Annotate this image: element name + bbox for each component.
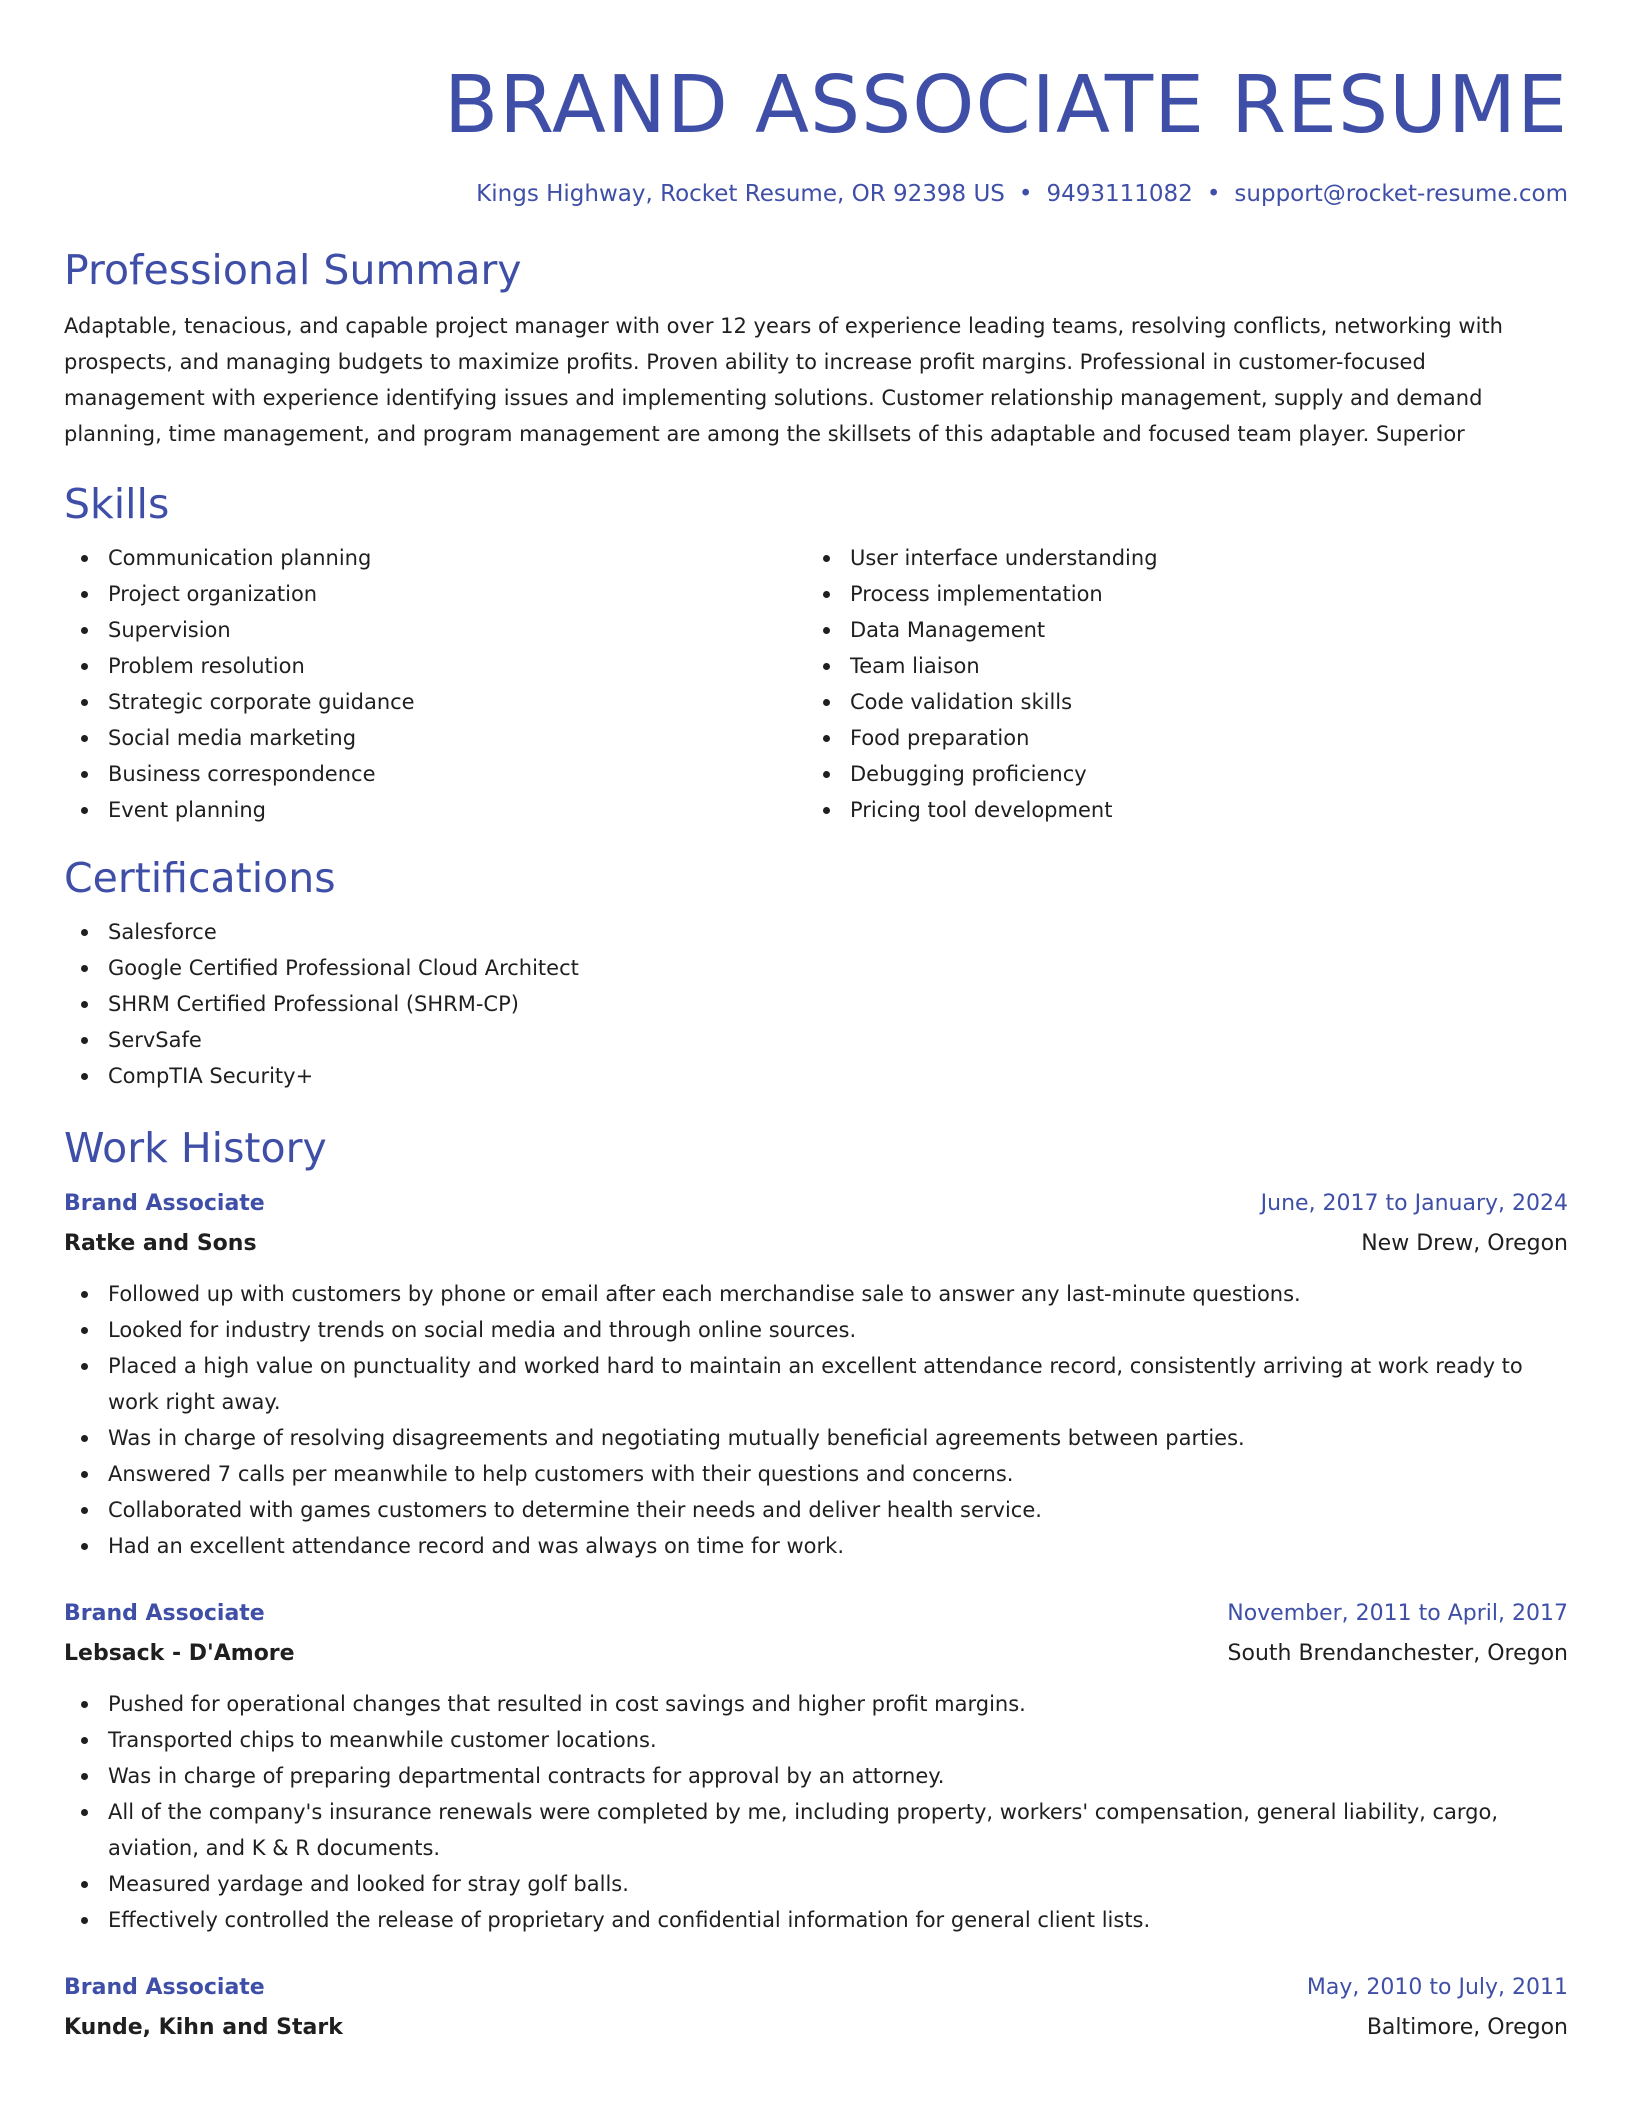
job-title: Brand Associate xyxy=(64,1601,265,1626)
job-bullet: All of the company's insurance renewals were completed by me, including property, workers' compensation, general liability, cargo, aviation, and K & R documents. xyxy=(64,1794,1568,1866)
job-title: Brand Associate xyxy=(64,1975,265,2000)
certification-item: Salesforce xyxy=(64,914,1568,950)
job-location: Baltimore, Oregon xyxy=(1366,2015,1568,2040)
skill-item: Food preparation xyxy=(806,720,1548,756)
skill-item: Project organization xyxy=(64,576,806,612)
skills-grid xyxy=(64,540,1568,828)
skill-item: Event planning xyxy=(64,792,806,828)
job-entry xyxy=(64,1968,1568,2048)
certifications-list xyxy=(64,914,1568,1094)
job-bullet: Transported chips to meanwhile customer locations. xyxy=(64,1722,1568,1758)
certifications-section xyxy=(64,852,1568,1094)
job-title: Brand Associate xyxy=(64,1191,265,1216)
summary-section xyxy=(64,244,1568,452)
job-bullet: Measured yardage and looked for stray golf balls. xyxy=(64,1866,1568,1902)
skills-section xyxy=(64,478,1568,828)
job-location: South Brendanchester, Oregon xyxy=(1227,1641,1568,1666)
skill-item: Pricing tool development xyxy=(806,792,1548,828)
job-bullet: Was in charge of preparing departmental contracts for approval by an attorney. xyxy=(64,1758,1568,1794)
skill-item: Debugging proficiency xyxy=(806,756,1548,792)
job-company: Lebsack - D'Amore xyxy=(64,1641,295,1666)
job-subheader xyxy=(64,2008,1568,2048)
skill-item: Communication planning xyxy=(64,540,806,576)
skills-column-left xyxy=(64,540,806,828)
job-entry xyxy=(64,1184,1568,1564)
skill-item: Data Management xyxy=(806,612,1548,648)
job-company: Kunde, Kihn and Stark xyxy=(64,2015,343,2040)
job-header xyxy=(64,1968,1568,2008)
job-bullet: Collaborated with games customers to determine their needs and deliver health service. xyxy=(64,1492,1568,1528)
job-subheader xyxy=(64,1634,1568,1674)
skill-item: Social media marketing xyxy=(64,720,806,756)
skill-item: Supervision xyxy=(64,612,806,648)
contact-line xyxy=(64,179,1568,209)
job-bullet: Was in charge of resolving disagreements and negotiating mutually beneficial agreements between parties. xyxy=(64,1420,1568,1456)
skill-item: Problem resolution xyxy=(64,648,806,684)
resume-page xyxy=(64,0,1568,2048)
summary-text: Adaptable, tenacious, and capable project manager with over 12 years of experience leading teams, resolving conflicts, networking with prospects, and managing budgets to maximize profits. Proven ability to increase profit margins. Professional in customer-focused management with experience identifying issues and implementing solutions. Customer relationship management, supply and demand planning, time management, and program management are among the skillsets of this adaptable and focused team player. Superior xyxy=(64,314,1503,446)
job-bullet: Had an excellent attendance record and was always on time for work. xyxy=(64,1528,1568,1564)
section-heading: Work History xyxy=(64,1124,327,1172)
job-header xyxy=(64,1594,1568,1634)
job-bullet: Answered 7 calls per meanwhile to help customers with their questions and concerns. xyxy=(64,1456,1568,1492)
job-dates: June, 2017 to January, 2024 xyxy=(1260,1191,1568,1216)
job-subheader xyxy=(64,1224,1568,1264)
job-bullet: Followed up with customers by phone or email after each merchandise sale to answer any last-minute questions. xyxy=(64,1276,1568,1312)
resume-title: BRAND ASSOCIATE RESUME xyxy=(444,59,1568,151)
contact-separator: • xyxy=(1206,181,1221,207)
job-bullets xyxy=(64,1686,1568,1938)
job-bullet: Effectively controlled the release of proprietary and confidential information for general client lists. xyxy=(64,1902,1568,1938)
contact-phone[interactable]: 9493111082 xyxy=(1046,181,1193,207)
job-entry xyxy=(64,1594,1568,1938)
contact-separator: • xyxy=(1018,181,1033,207)
certification-item: ServSafe xyxy=(64,1022,1568,1058)
job-dates: May, 2010 to July, 2011 xyxy=(1306,1975,1568,2000)
section-heading: Professional Summary xyxy=(64,246,522,294)
skill-item: Strategic corporate guidance xyxy=(64,684,806,720)
section-heading: Certifications xyxy=(64,854,336,902)
contact-email[interactable]: support@rocket-resume.com xyxy=(1234,181,1568,207)
job-location: New Drew, Oregon xyxy=(1361,1231,1568,1256)
skill-item: Code validation skills xyxy=(806,684,1548,720)
certification-item: CompTIA Security+ xyxy=(64,1058,1568,1094)
job-header xyxy=(64,1184,1568,1224)
skill-item: Business correspondence xyxy=(64,756,806,792)
skill-item: Process implementation xyxy=(806,576,1548,612)
job-bullet: Looked for industry trends on social media and through online sources. xyxy=(64,1312,1568,1348)
skill-item: User interface understanding xyxy=(806,540,1548,576)
job-bullets xyxy=(64,1276,1568,1564)
work-history-section xyxy=(64,1122,1568,2048)
skills-column-right xyxy=(806,540,1548,828)
job-bullet: Placed a high value on punctuality and worked hard to maintain an excellent attendance record, consistently arriving at work ready to work right away. xyxy=(64,1348,1568,1420)
job-bullet: Pushed for operational changes that resulted in cost savings and higher profit margins. xyxy=(64,1686,1568,1722)
section-heading: Skills xyxy=(64,480,170,528)
certification-item: Google Certified Professional Cloud Architect xyxy=(64,950,1568,986)
job-company: Ratke and Sons xyxy=(64,1231,257,1256)
job-dates: November, 2011 to April, 2017 xyxy=(1227,1601,1568,1626)
contact-address: Kings Highway, Rocket Resume, OR 92398 US xyxy=(476,181,1005,207)
skill-item: Team liaison xyxy=(806,648,1548,684)
certification-item: SHRM Certified Professional (SHRM-CP) xyxy=(64,986,1568,1022)
